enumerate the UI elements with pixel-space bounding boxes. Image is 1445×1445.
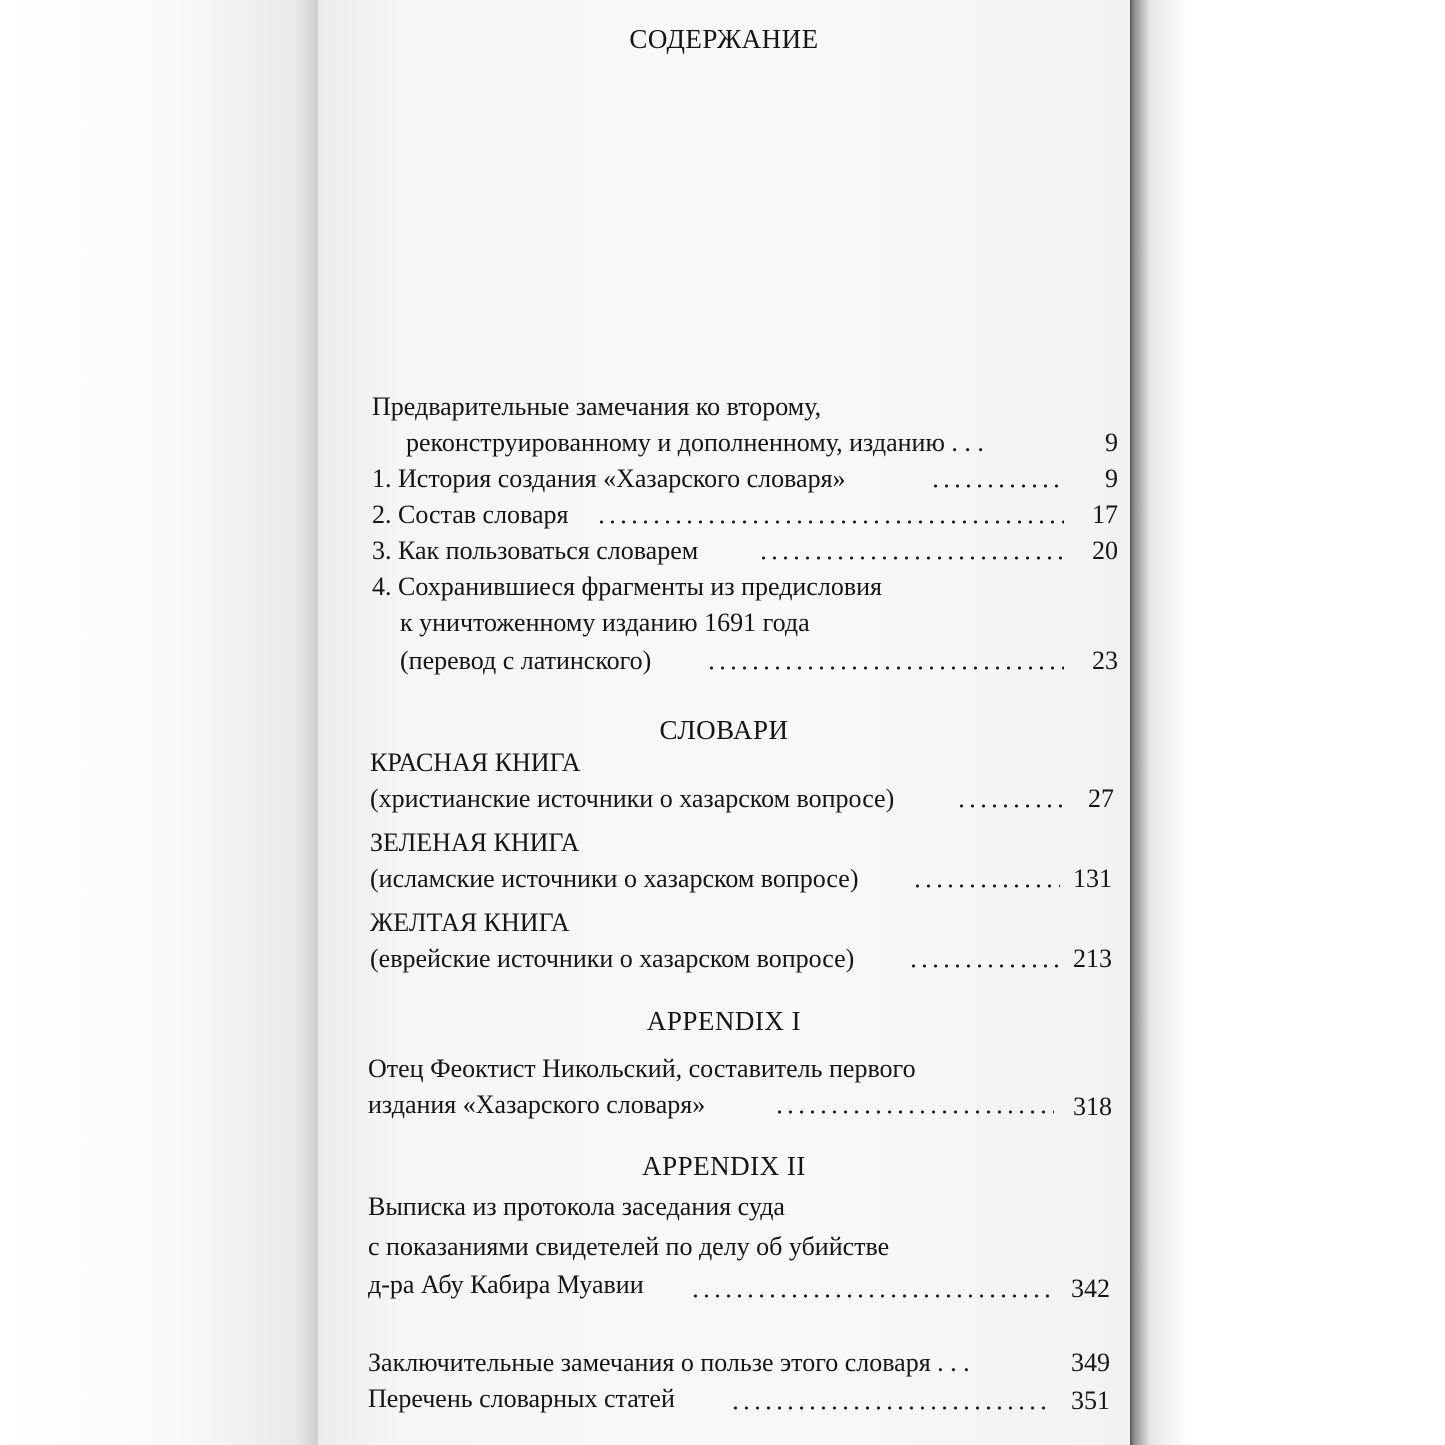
appendix1-line2: издания «Хазарского словаря» <box>368 1090 706 1119</box>
leader-dots <box>690 1294 1052 1298</box>
toc-item-how-to-use: 3. Как пользоваться словарем <box>372 536 699 565</box>
index-of-entries-page: 351 <box>1071 1386 1110 1415</box>
green-book-page: 131 <box>1073 864 1112 893</box>
leader-dots <box>596 520 1064 524</box>
appendix2-line1: Выписка из протокола заседания суда <box>368 1192 785 1221</box>
section-heading-dictionaries: СЛОВАРИ <box>659 715 789 745</box>
toc-item-fragments-line3: (перевод с латинского) <box>400 646 652 675</box>
green-book-title: ЗЕЛЕНАЯ КНИГА <box>370 828 580 857</box>
page-title: СОДЕРЖАНИЕ <box>629 24 819 54</box>
red-book-page: 27 <box>1088 784 1114 813</box>
toc-item-history: 1. История создания «Хазарского словаря» <box>372 464 846 493</box>
toc-item-fragments-line2: к уничтоженному изданию 1691 года <box>400 608 810 637</box>
toc-page-composition: 17 <box>1092 500 1118 529</box>
final-remarks: Заключительные замечания о пользе этого словаря . . . <box>368 1348 970 1377</box>
appendix2-line2: с показаниями свидетелей по делу об убийстве <box>368 1232 890 1261</box>
prelim-remarks-line2: реконструированному и дополненному, изданию . . . <box>406 428 984 457</box>
left-margin-background <box>0 0 318 1445</box>
appendix2-page: 342 <box>1071 1274 1110 1303</box>
toc-page-fragments: 23 <box>1092 646 1118 675</box>
section-heading-appendix-2: APPENDIX II <box>642 1151 806 1181</box>
book-page <box>318 0 1130 1445</box>
leader-dots <box>758 556 1064 560</box>
prelim-remarks-page: 9 <box>1105 428 1118 457</box>
yellow-book-title: ЖЕЛТАЯ КНИГА <box>370 908 570 937</box>
yellow-book-page: 213 <box>1073 944 1112 973</box>
final-remarks-page: 349 <box>1071 1348 1110 1377</box>
toc-item-fragments-line1: 4. Сохранившиеся фрагменты из предисловия <box>372 572 883 601</box>
prelim-remarks-line1: Предварительные замечания ко второму, <box>372 392 822 421</box>
toc-item-composition: 2. Состав словаря <box>372 500 569 529</box>
green-book-subtitle: (исламские источники о хазарском вопросе) <box>370 864 859 893</box>
toc-page-history: 9 <box>1105 464 1118 493</box>
leader-dots <box>706 666 1064 670</box>
toc-page-how-to-use: 20 <box>1092 536 1118 565</box>
appendix1-page: 318 <box>1073 1092 1112 1121</box>
leader-dots <box>730 1406 1052 1410</box>
page-edge-shadow <box>1128 0 1445 1445</box>
yellow-book-subtitle: (еврейские источники о хазарском вопросе) <box>370 944 855 973</box>
red-book-subtitle: (христианские источники о хазарском вопросе) <box>370 784 895 813</box>
red-book-title: КРАСНАЯ КНИГА <box>370 748 581 777</box>
appendix1-line1: Отец Феоктист Никольский, составитель первого <box>368 1054 916 1083</box>
appendix2-line3: д-ра Абу Кабира Муавии <box>368 1270 644 1299</box>
section-heading-appendix-1: APPENDIX I <box>646 1006 802 1036</box>
leader-dots <box>774 1110 1054 1114</box>
index-of-entries: Перечень словарных статей <box>368 1384 675 1413</box>
